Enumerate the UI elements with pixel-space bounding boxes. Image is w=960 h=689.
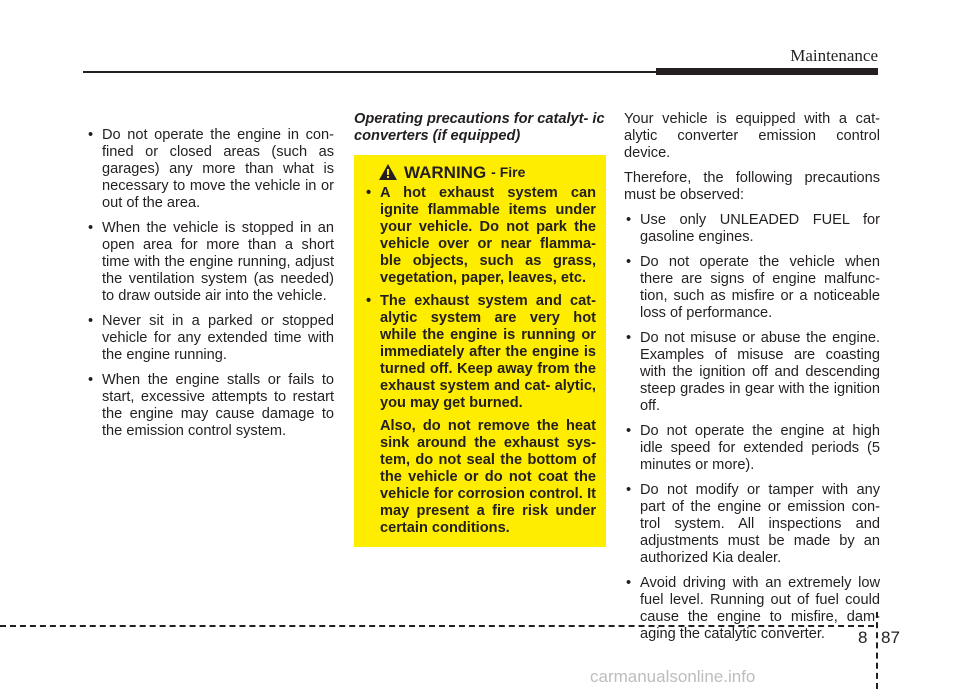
list-item: • When the engine stalls or fails to start, excessive attempts to restart the engine may cause damage to the emission control system.: [86, 372, 334, 440]
list-item: • A hot exhaust system can ignite flammable items under your vehicle. Do not park the vehicle over or near flamma- ble objects, such as grass, vegetation, paper, leaves, etc.: [364, 185, 596, 287]
warning-box: [354, 155, 606, 547]
list-item: • Do not operate the engine at high idle speed for extended periods (5 minutes or more).: [624, 423, 880, 474]
page-header-title: Maintenance: [790, 46, 878, 65]
left-column: [86, 127, 334, 448]
header-rule: [83, 71, 723, 73]
list-item: • When the vehicle is stopped in an open area for more than a short time with the engine running, adjust the ventilation system (as needed) to draw outside air into the vehicle.: [86, 220, 334, 305]
list-item: • Do not misuse or abuse the engine. Examples of misuse are coasting with the ignition off and descending steep grades in gear with the ignition off.: [624, 330, 880, 415]
list-item: • Avoid driving with an extremely low fuel level. Running out of fuel could cause the engine to misfire, dam- aging the catalytic converter.: [624, 575, 880, 643]
warning-title: WARNING: [404, 162, 487, 182]
header-rule-accent: [656, 68, 878, 75]
middle-column: [354, 111, 606, 547]
chapter-number: 8: [858, 628, 868, 647]
left-bullet-list: [86, 127, 334, 440]
watermark: carmanualsonline.info: [590, 667, 756, 686]
intro-paragraph: Your vehicle is equipped with a cat- alytic converter emission control device.: [624, 111, 880, 161]
warning-extra-text: Also, do not remove the heat sink around the exhaust sys- tem, do not seal the bottom of the vehicle or do not coat the vehicle for corrosion control. It may present a fire risk under certain conditions.: [380, 418, 596, 536]
list-item: • Never sit in a parked or stopped vehicle for any extended time with the engine running.: [86, 313, 334, 364]
warning-triangle-icon: [378, 163, 398, 181]
list-item: • The exhaust system and cat- alytic system are very hot while the engine is running or immediately after the engine is turned off. Keep away from the exhaust system and cat- alytic, you may get burned.: [364, 293, 596, 412]
list-item: • Do not modify or tamper with any part of the engine or emission con- trol system. All inspections and adjustments must be made by an authorized Kia dealer.: [624, 482, 880, 567]
list-item: • Do not operate the engine in con- fined or closed areas (such as garages) any more than what is necessary to move the vehicle in or out of the area.: [86, 127, 334, 212]
warning-header: [378, 163, 596, 181]
right-bullet-list: [624, 212, 880, 643]
warning-subtitle: - Fire: [491, 163, 526, 180]
list-item: • Do not operate the vehicle when there are signs of engine malfunc- tion, such as misfire or a noticeable loss of performance.: [624, 254, 880, 322]
warning-bullet-list: [364, 185, 596, 412]
page-number: 87: [881, 628, 900, 647]
section-heading: Operating precautions for catalyt- ic converters (if equipped): [354, 111, 605, 144]
list-item: • Use only UNLEADED FUEL for gasoline engines.: [624, 212, 880, 246]
right-column: [624, 111, 880, 651]
footer-rule: [0, 625, 874, 627]
intro-paragraph-2: Therefore, the following precautions must be observed:: [624, 170, 880, 203]
footer-divider: [876, 612, 878, 689]
